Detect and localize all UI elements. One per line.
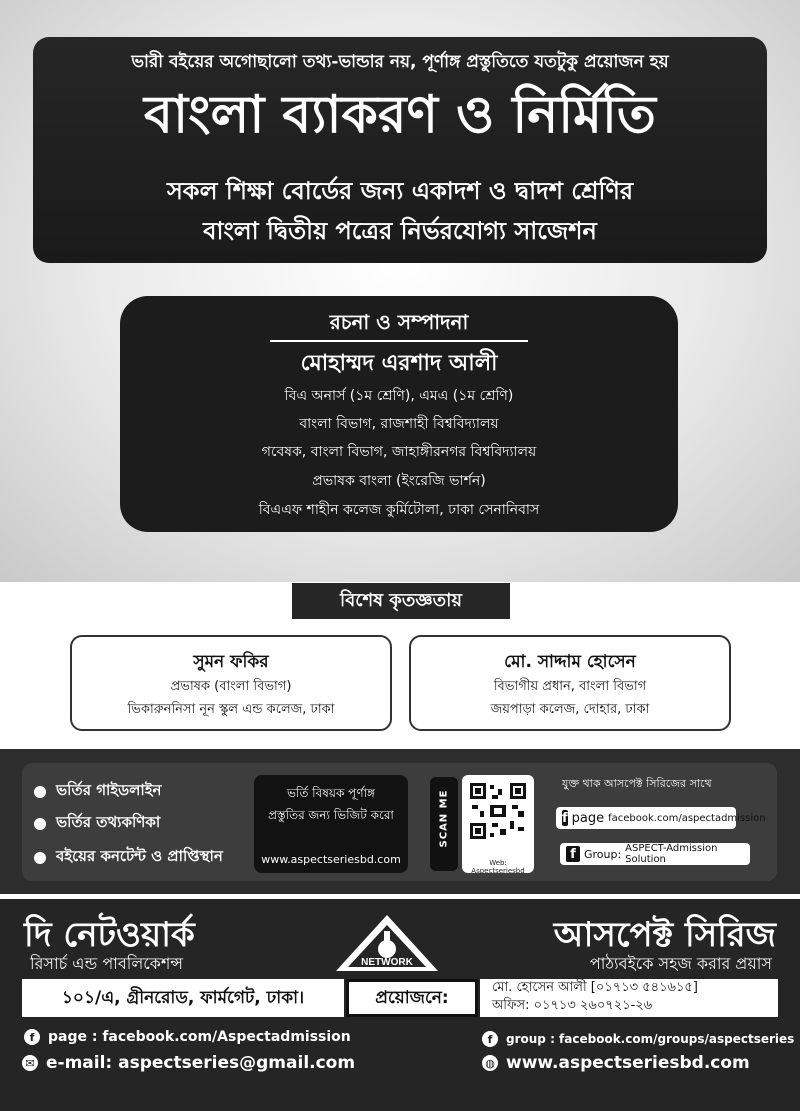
title-panel — [33, 37, 767, 263]
thanks-name: সুমন ফকির — [193, 652, 269, 672]
facebook-icon: f — [24, 1029, 40, 1045]
office-phone: অফিস: ০১৭১৩ ২৬০৭২১-২৬ — [492, 998, 653, 1013]
footer-website[interactable] — [482, 1053, 750, 1073]
facebook-group-link[interactable] — [560, 843, 750, 865]
subtitle-line-2: বাংলা দ্বিতীয় পত্রের নির্ভরযোগ্য সাজেশন — [203, 217, 597, 245]
thanks-heading: বিশেষ কৃতজ্ঞতায় — [292, 583, 510, 619]
thanks-name: মো. সাদ্দাম হোসেন — [504, 652, 636, 672]
contact-label: প্রয়োজনে: — [346, 979, 478, 1017]
group-name: ASPECT-Admission Solution — [625, 843, 718, 865]
qr-caption: Web: Aspectseriesbd — [471, 859, 525, 875]
address: ১০১/এ, গ্রীনরোড, ফার্মগেট, ঢাকা। — [22, 979, 344, 1017]
scan-tab — [430, 777, 458, 871]
author-credential: প্রভাষক বাংলা (ইংরেজি ভার্শন) — [312, 473, 486, 489]
book-title: বাংলা ব্যাকরণ ও নির্মিতি — [144, 85, 656, 145]
qr-code-icon — [468, 781, 528, 841]
network-logo-icon — [332, 913, 442, 975]
promo-bullet — [34, 811, 160, 836]
footer-email[interactable] — [22, 1053, 355, 1073]
author-divider — [270, 340, 528, 342]
author-credential: বিএ অনার্স (১ম শ্রেণি), এমএ (১ম শ্রেণি) — [284, 388, 514, 404]
author-panel — [120, 296, 678, 532]
thanks-role: বিভাগীয় প্রধান, বাংলা বিভাগ — [493, 679, 647, 694]
thanks-institution: ভিকারুননিসা নূন স্কুল এন্ড কলেজ, ঢাকা — [127, 702, 335, 717]
author-heading: রচনা ও সম্পাদনা — [329, 310, 469, 334]
author-credential: গবেষক, বাংলা বিভাগ, জাহাঙ্গীরনগর বিশ্ববিদ্যালয় — [261, 444, 537, 460]
bullet-icon — [34, 852, 46, 864]
email-text: e-mail: aspectseries@gmail.com — [46, 1053, 356, 1073]
series-subtitle: পাঠ্যবইকে সহজ করার প্রয়াস — [589, 954, 772, 973]
scan-label: SCAN ME — [438, 789, 450, 848]
footer — [0, 899, 800, 1111]
join-text: যুক্ত থাক আসপেক্ট সিরিজের সাথে — [562, 777, 712, 790]
promo-bullet-label: ভর্তির গাইডলাইন — [56, 781, 162, 799]
contact-info — [480, 979, 778, 1017]
group-link-text: group : facebook.com/groups/aspectseries — [506, 1032, 795, 1046]
bullet-icon — [34, 818, 46, 830]
visit-text: ভর্তি বিষয়ক পূর্ণাঙ্গ — [286, 786, 376, 800]
subtitle-line-1: সকল শিক্ষা বোর্ডের জন্য একাদশ ও দ্বাদশ শ্রেণির — [166, 177, 634, 205]
page-label: page — [571, 810, 605, 826]
author-credential: বাংলা বিভাগ, রাজশাহী বিশ্ববিদ্যালয় — [299, 416, 499, 432]
publisher-name: দি নেটওয়ার্ক — [24, 915, 195, 955]
footer-page-link[interactable] — [24, 1029, 351, 1045]
group-label: Group: — [583, 847, 622, 861]
globe-icon: ◍ — [482, 1055, 498, 1071]
visit-url[interactable]: www.aspectseriesbd.com — [261, 853, 401, 866]
footer-group-link[interactable] — [482, 1031, 794, 1047]
author-credential: বিএএফ শাহীন কলেজ কুর্মিটোলা, ঢাকা সেনানিবাস — [258, 502, 540, 518]
website-text: www.aspectseriesbd.com — [506, 1053, 750, 1073]
promo-bullet-label: বইয়ের কনটেন্ট ও প্রাপ্তিস্থান — [56, 847, 223, 865]
contact-phone: মো. হোসেন আলী [০১৭১৩ ৫৪১৬১৫] — [492, 980, 698, 995]
qr-code[interactable] — [462, 775, 534, 873]
author-name: মোহাম্মদ এরশাদ আলী — [300, 351, 498, 376]
page-url: facebook.com/aspectadmission — [608, 812, 766, 824]
facebook-page-link[interactable] — [556, 807, 766, 829]
promo-panel — [22, 763, 777, 881]
facebook-icon: f — [566, 846, 580, 862]
facebook-icon: f — [562, 810, 568, 826]
promo-bullet-label: ভর্তির তথ্যকণিকা — [56, 813, 161, 831]
thanks-institution: জয়পাড়া কলেজ, দোহার, ঢাকা — [490, 702, 650, 717]
logo-text: NETWORK — [361, 957, 413, 968]
visit-box — [254, 775, 408, 873]
tagline: ভারী বইয়ের অগোছালো তথ্য-ভান্ডার নয়, পূর্ণাঙ্গ প্রস্তুতিতে যতটুকু প্রয়োজন হয় — [131, 52, 669, 72]
promo-band — [0, 749, 800, 894]
bullet-icon — [34, 786, 46, 798]
page-link-text: page : facebook.com/Aspectadmission — [48, 1029, 351, 1045]
facebook-icon: f — [482, 1031, 498, 1047]
promo-bullet — [34, 779, 162, 804]
thanks-card — [409, 635, 731, 731]
thanks-role: প্রভাষক (বাংলা বিভাগ) — [170, 679, 292, 694]
series-name: আসপেক্ট সিরিজ — [553, 915, 776, 955]
publisher-subtitle: রিসার্চ এন্ড পাবলিকেশন্স — [30, 954, 183, 973]
promo-bullet — [34, 845, 223, 870]
email-icon: ✉ — [22, 1055, 38, 1071]
visit-text: প্রস্তুতির জন্য ভিজিট করো — [268, 808, 394, 822]
thanks-card — [70, 635, 392, 731]
